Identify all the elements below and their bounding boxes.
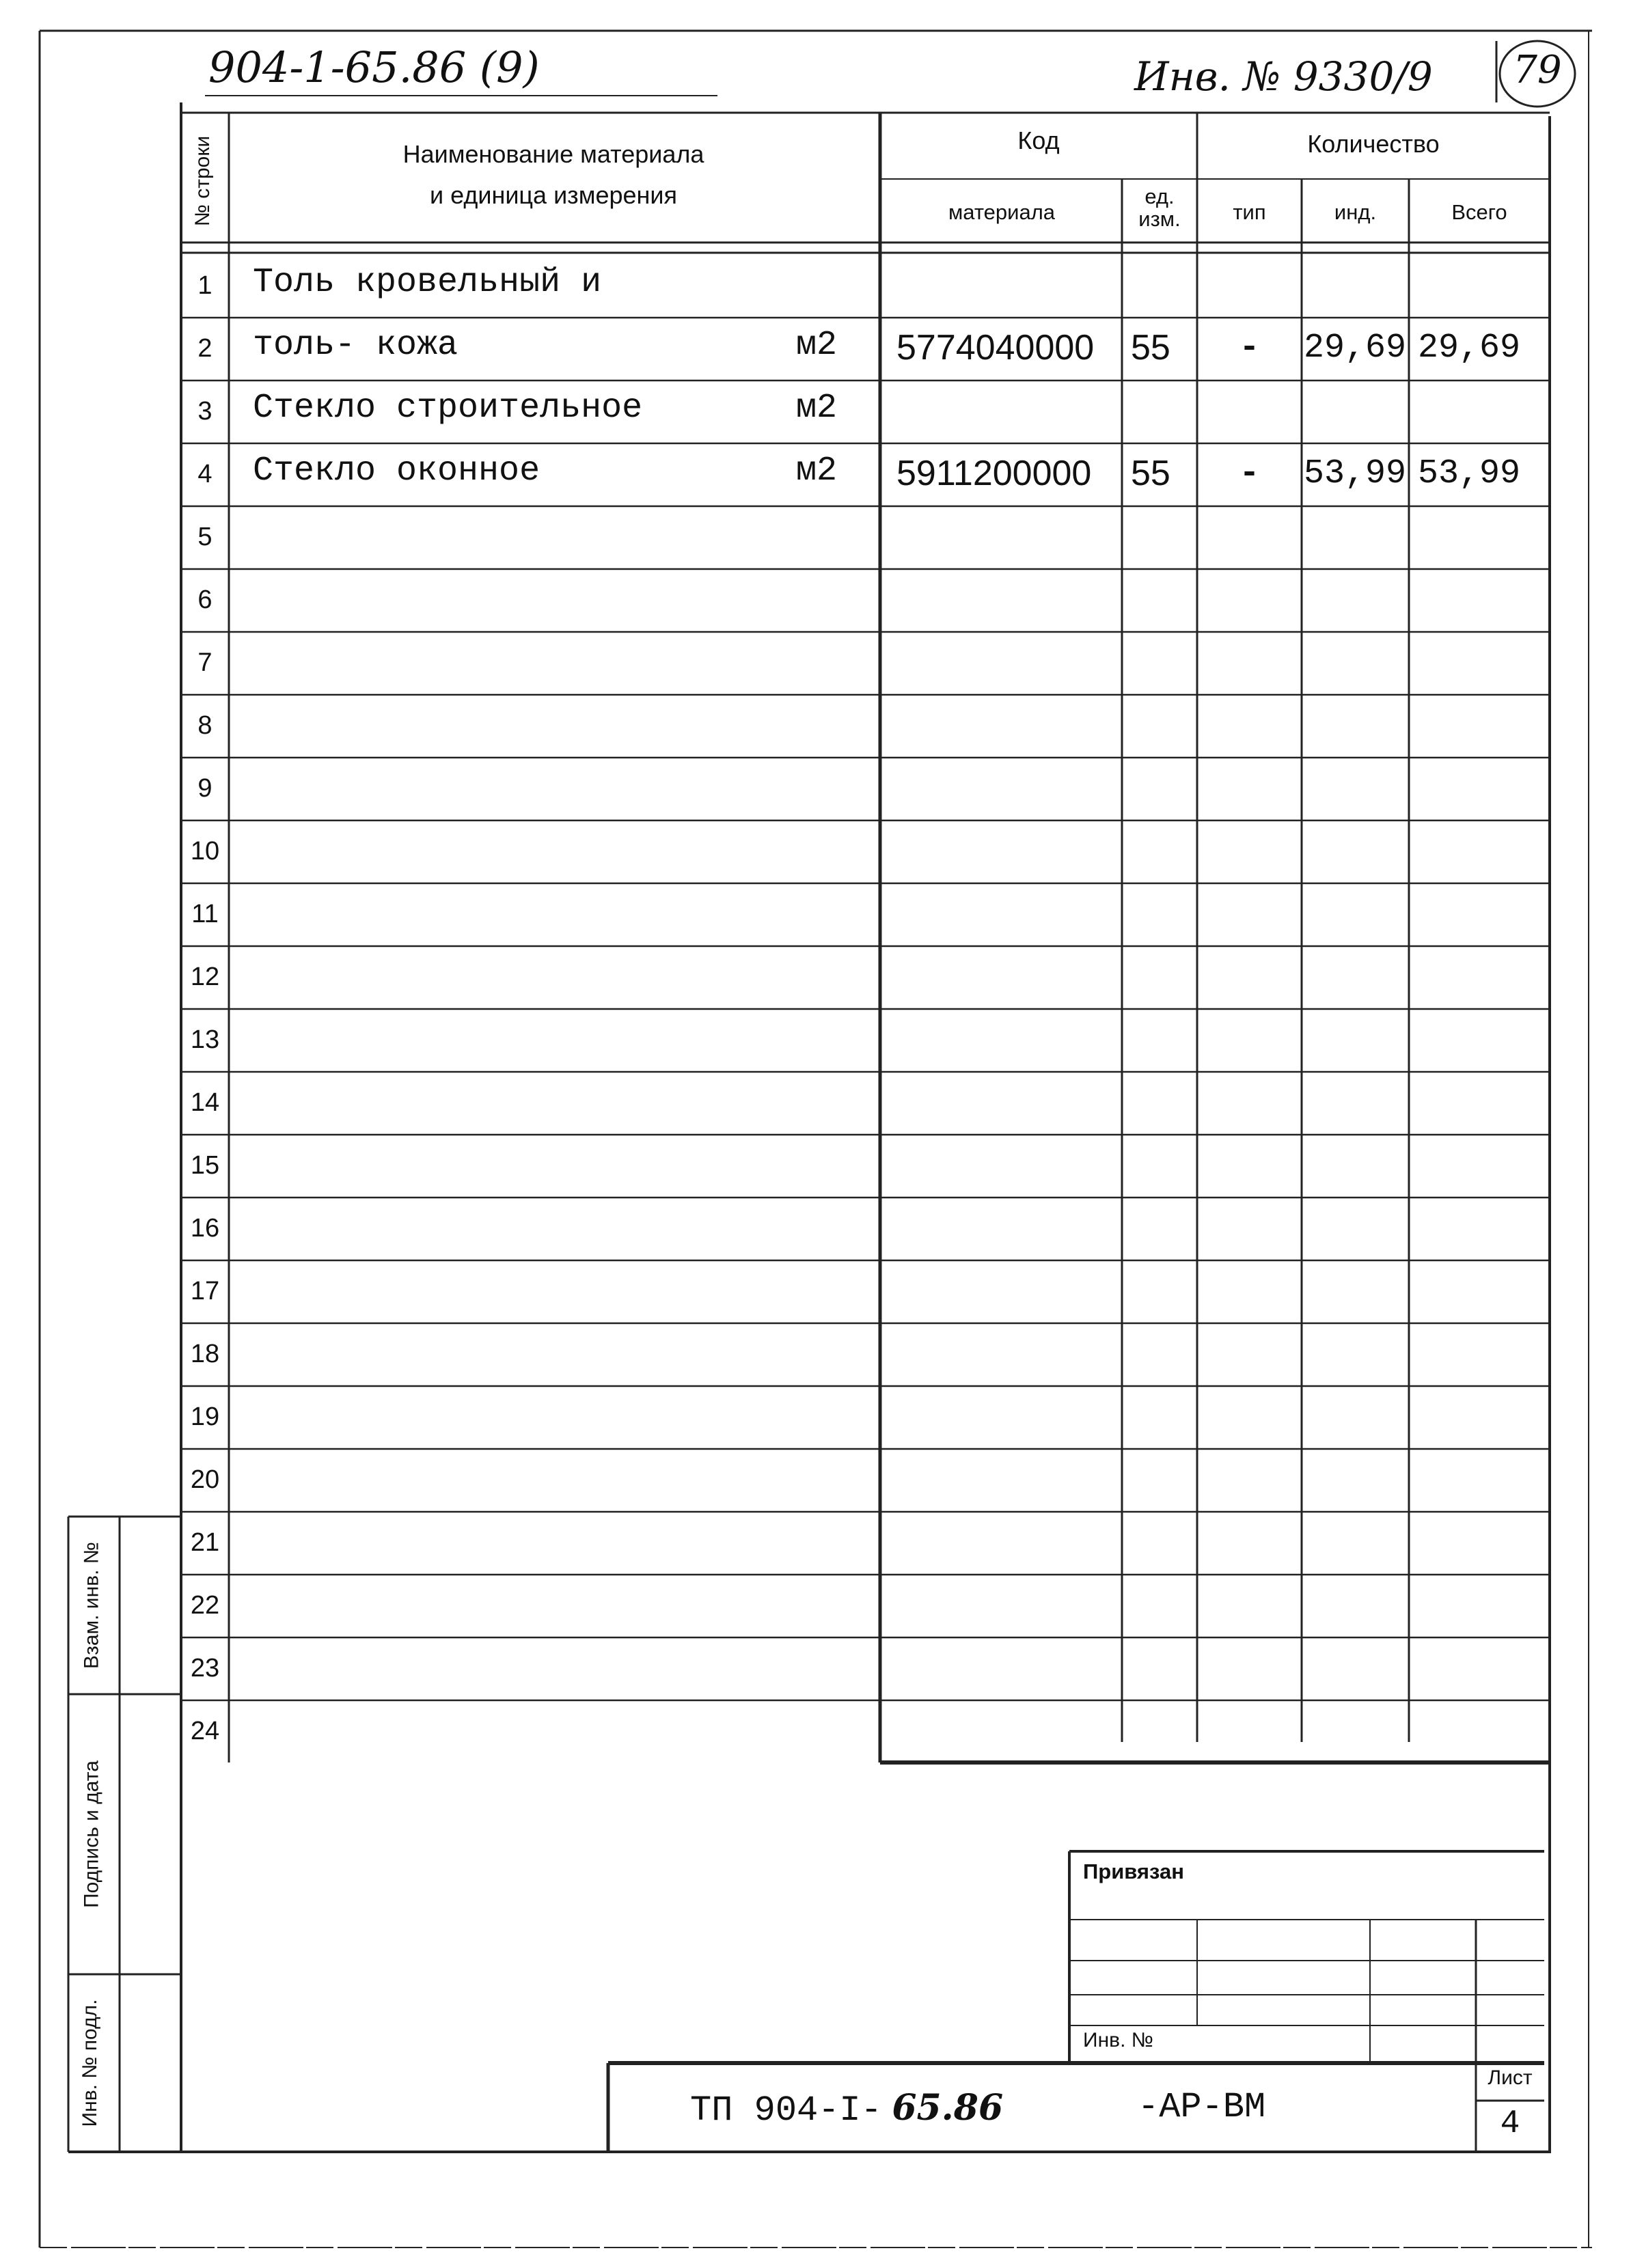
binding-privyazan: Привязан (1083, 1859, 1184, 1883)
document-designation: 904-1-65.86 (9) (208, 42, 540, 92)
row-number: 12 (190, 963, 220, 991)
row-number: 7 (197, 648, 213, 677)
header-code: Код (1017, 126, 1060, 154)
table-row (0, 759, 1631, 822)
table-row (0, 1073, 1631, 1136)
unit-code: 55 (1131, 328, 1170, 368)
row-number: 4 (197, 460, 213, 488)
row-number: 6 (197, 585, 213, 614)
quantity-total: 53,99 (1418, 454, 1521, 493)
material-unit: м2 (796, 326, 838, 365)
row-number: 10 (190, 837, 220, 866)
header-code-unit-line2: изм. (1138, 206, 1181, 231)
header-name-line2: и единица измерения (429, 181, 677, 209)
table-row (0, 1639, 1631, 1702)
header-quantity: Количество (1307, 130, 1440, 158)
header-quantity-ind: инд. (1334, 200, 1377, 224)
row-number: 22 (190, 1591, 220, 1620)
row-number: 24 (190, 1717, 220, 1745)
table-row (0, 633, 1631, 696)
row-number: 5 (197, 523, 213, 551)
table-row (0, 1513, 1631, 1576)
table-row (0, 885, 1631, 948)
row-number: 13 (190, 1025, 220, 1054)
table-row (0, 319, 1631, 382)
row-number: 21 (190, 1528, 220, 1557)
row-number: 11 (191, 900, 219, 928)
row-number: 16 (190, 1214, 220, 1243)
page-circle-number: 79 (1513, 48, 1562, 92)
title-code-prefix: ТП 904-I- (690, 2090, 882, 2131)
table-row (0, 1702, 1631, 1765)
header-code-unit (1122, 186, 1197, 230)
header-code-material: материала (948, 200, 1056, 224)
table-row (0, 1576, 1631, 1639)
header-row-number: № строки (191, 135, 214, 227)
quantity-type: - (1239, 329, 1260, 368)
unit-code: 55 (1131, 454, 1170, 493)
table-row (0, 256, 1631, 319)
stamp-vzam-inv: Взам. инв. № (80, 1542, 103, 1669)
row-number: 14 (190, 1088, 220, 1117)
sheet-label: Лист (1488, 2066, 1533, 2089)
sheet-number: 4 (1500, 2105, 1520, 2142)
material-code: 5774040000 (896, 328, 1095, 368)
table-row (0, 822, 1631, 885)
row-number: 18 (190, 1340, 220, 1368)
material-name: Стекло оконное (253, 452, 540, 490)
header-code-unit-line1: ед. (1145, 184, 1175, 208)
row-number: 2 (197, 334, 213, 363)
material-unit: м2 (796, 389, 838, 428)
header-quantity-type: тип (1233, 200, 1266, 224)
table-row (0, 1387, 1631, 1450)
table-row (0, 1010, 1631, 1073)
title-code-handwritten: 65.86 (892, 2087, 1004, 2129)
row-number: 3 (197, 397, 213, 426)
material-name: Толь кровельный и (253, 263, 602, 302)
table-row (0, 1325, 1631, 1387)
table-row (0, 1136, 1631, 1199)
row-number: 17 (190, 1277, 220, 1305)
quantity-ind: 53,99 (1304, 454, 1407, 493)
table-row (0, 1450, 1631, 1513)
title-block-code (690, 2087, 1003, 2131)
table-row (0, 382, 1631, 445)
row-number: 23 (190, 1654, 220, 1683)
header-name-line1: Наименование материала (402, 140, 704, 168)
row-number: 9 (197, 774, 213, 803)
row-number: 15 (190, 1151, 220, 1180)
material-code: 5911200000 (896, 454, 1092, 493)
row-number: 20 (190, 1465, 220, 1494)
quantity-ind: 29,69 (1304, 329, 1407, 368)
material-name: Стекло строительное (253, 389, 643, 428)
header-quantity-total: Всего (1451, 200, 1507, 224)
quantity-total: 29,69 (1418, 329, 1521, 368)
stamp-podpis-data: Подпись и дата (80, 1760, 103, 1908)
binding-inv-no: Инв. № (1083, 2029, 1153, 2051)
row-number: 1 (197, 271, 213, 300)
material-unit: м2 (796, 452, 838, 490)
table-row (0, 445, 1631, 508)
material-name: толь- кожа (253, 326, 458, 365)
row-number: 19 (190, 1402, 220, 1431)
table-row (0, 1199, 1631, 1262)
inventory-number: Инв. № 9330/9 (1134, 53, 1433, 100)
table-row (0, 696, 1631, 759)
row-number: 8 (197, 711, 213, 740)
table-row (0, 1262, 1631, 1325)
quantity-type: - (1239, 454, 1260, 493)
table-row (0, 570, 1631, 633)
table-row (0, 508, 1631, 570)
stamp-inv-podl: Инв. № подл. (79, 1999, 101, 2127)
table-row (0, 948, 1631, 1010)
title-code-suffix: -АР-ВМ (1138, 2087, 1266, 2127)
